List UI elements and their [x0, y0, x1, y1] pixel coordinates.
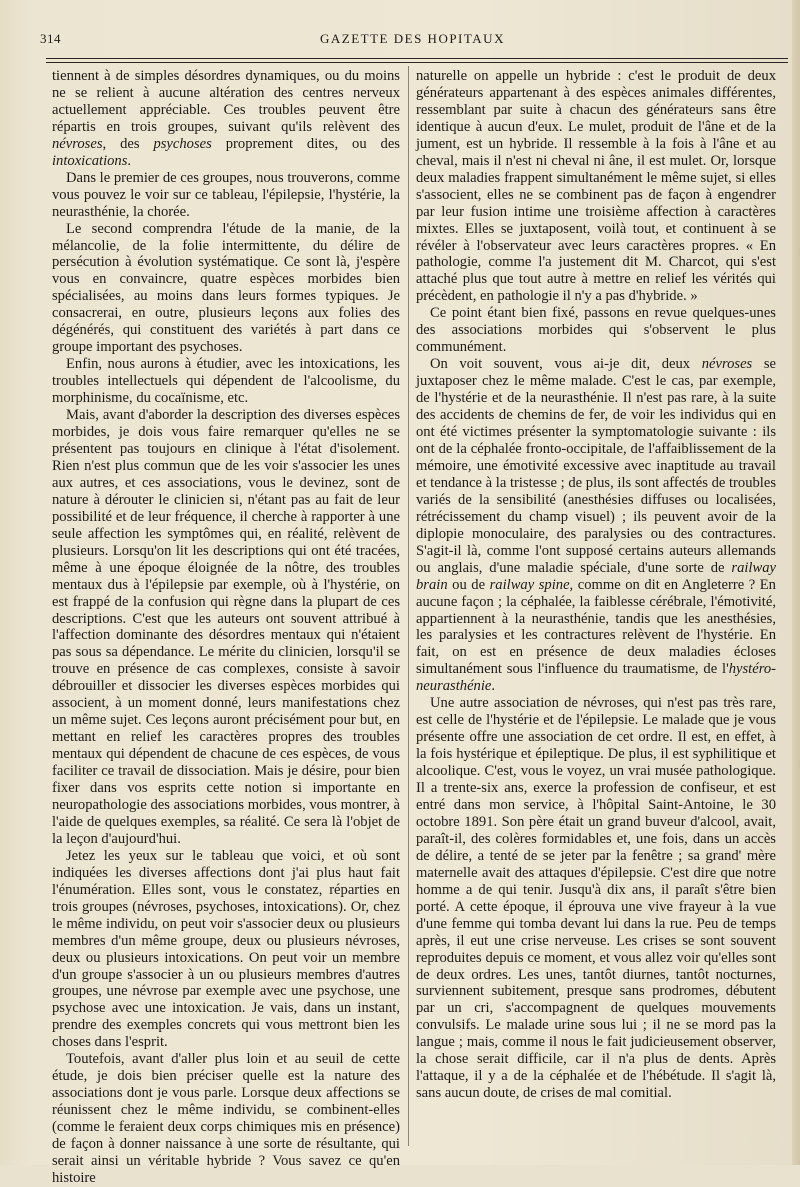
text-run: Toutefois, avant d'aller plus loin et au seuil de cette étude, je dois bien préciser quelle est la nature des associations dont je vous parle. Lorsque deux affections se réunissent chez le même individu, se combinent-elles (comme le feraient deux corps chimiques mis en présence) de façon à donner naissance à une sorte de résultante, qui serait ainsi un véritable hybride ? Vous savez ce qu'en histoire [52, 1051, 400, 1186]
text-run: Une autre association de névroses, qui n'est pas très rare, est celle de l'hystérie et de l'épilepsie. Le malade que je vous présente offre une association de cet ordre. Il est, en effet, à la fois hystérique et épileptique. De plus, il est syphilitique et alcoolique. C'est, vous le voyez, un vrai musée pathologique. Il a trente-six ans, exerce la profession de confiseur, et est entré dans mon service, à l'hôpital Saint-Antoine, le 30 octobre 1891. Son père était un grand buveur d'alcool, avait, paraît-il, des colères formidables et, une fois, dans un accès de délire, a tenté de se jeter par la fenêtre ; sa grand' mère maternelle avait des attaques d'épilepsie. C'est dire que notre homme a de qui tenir. Jusqu'à dix ans, il paraît s'être bien porté. A cette époque, il éprouva une vive frayeur à la vue d'une femme qui tomba devant lui dans la rue. Peu de temps après, il eut une crise nerveuse. Les crises se sont souvent reproduites depuis ce moment, et vous allez voir qu'elles sont de deux ordres. Les unes, tantôt diurnes, tantôt nocturnes, surviennent subitement, presque sans prodromes, débutent par un cri, s'accompagnent de quelques mouvements convulsifs. Le malade urine sous lui ; il ne se mord pas la langue ; mais, comme il nous le fait judicieusement observer, la chose serait difficile, car il n'a plus de dents. Après l'attaque, il y a de la céphalée et de l'hébétude. Il s'agit là, sans aucun doute, de crises de mal comitial. [416, 695, 776, 1102]
text-run: , des [102, 135, 154, 152]
text-run: Ce point étant bien fixé, passons en revue quelques-unes des associations morbides qui s'observent le plus communément. [416, 305, 776, 356]
page-header [40, 31, 785, 53]
text-run: se juxtaposer chez le même malade. C'est le cas, par exemple, de l'hystérie et de la neurasthénie. Il n'est pas rare, à la suite des accidents de chemins de fer, de voir les individus qui en ont été victimes présenter la symptomatologie suivante : ils ont de la céphalée fronto-occipitale, de l'affaiblissement de la mémoire, une émotivité excessive avec inaptitude au travail et tendance à la tristesse ; de plus, ils sont affectés de troubles variés de la sensibilité (anesthésies diffuses ou localisées, rétrécissement du champ visuel) ; ils peuvent avoir de la diplopie monoculaire, des paralysies ou des contractures. S'agit-il là, comme l'ont supposé certains auteurs allemands ou anglais, d'une maladie spéciale, d'une sorte de [416, 356, 777, 576]
italic-term: psychoses [153, 135, 212, 152]
paragraph [52, 221, 400, 357]
paragraph [52, 356, 400, 407]
text-run: , comme on dit en Angleterre ? En aucune façon ; la céphalée, la faiblesse cérébrale, l'émotivité, appartiennent à la neurasthénie, tandis que les anesthésies, les paralysies et les contractures relèvent de l'hystérie. En fait, on est en présence de deux maladies écloses simultanément sous l'influence du traumatisme, de l' [416, 576, 776, 678]
paragraph [416, 356, 776, 695]
text-run: ou de [447, 576, 490, 593]
text-run: . [491, 678, 496, 695]
text-run: naturelle on appelle un hybride : c'est le produit de deux générateurs appartenant à des espèces animales différentes, ressemblant par suite à chacun des générateurs sans être identique à aucun d'eux. Le mulet, produit de l'âne et de la jument, est un hybride. Il ressemble à la fois à l'âne et au cheval, mais il n'est ni cheval ni âne, il est mulet. Or, lorsque deux maladies frappent simultanément le même sujet, si elles s'associent, elles ne se combinent pas de façon à engendrer par leur fusion intime une troisième affection à caractères mixtes. Elles se juxtaposent, voilà tout, et continuent à se révéler à l'observateur avec leurs caractères propres. « En pathologie, comme l'a justement dit M. Charcot, qui s'est attaché plus que tout autre à mettre en relief les vérités qui précèdent, en pathologie il n'y a pas d'hybride. » [416, 68, 776, 305]
italic-term: railway spine [489, 576, 570, 593]
italic-term: hystéro-neurasthénie [416, 661, 776, 695]
column-divider [408, 66, 409, 1146]
right-column [416, 68, 776, 1102]
header-rule-thin [46, 62, 788, 63]
text-run: . [127, 152, 132, 169]
text-run: Mais, avant d'aborder la description des diverses espèces morbides, je dois vous faire remarquer qu'elles ne se présentent pas toujours en clinique à l'état d'isolement. Rien n'est plus commun que de les voir s'associer les unes aux autres, et ces associations, vous le devinez, sont de nature à dérouter le clinicien si, n'étant pas au fait de leur possibilité et de leur fréquence, il cherche à rapporter à une seule affection les symptômes qui, en réalité, relèvent de plusieurs. Lorsqu'on lit les descriptions qui ont été tracées, même à une époque éloignée de la nôtre, des troubles mentaux dus à l'épilepsie par exemple, où à l'hystérie, on est frappé de la confusion qui règne dans la plupart de ces descriptions. C'est que les auteurs ont souvent attribué à l'affection dominante des désordres mentaux qui n'étaient pas sous sa dépendance. Le mérite du clinicien, lorsqu'il se trouve en présence de cas complexes, consiste à savoir débrouiller et dissocier les diverses espèces morbides qui associent, à un moment donné, leurs manifestations chez un même sujet. Ces leçons auront précisément pour but, en mettant en relief les caractères propres des troubles mentaux qui dépendent de chacune de ces espèces, de vous faciliter ce travail de dissociation. Mais je désire, pour bien fixer dans vos esprits cette notion si importante en neuropathologie des associations morbides, vous montrer, à l'aide de quelques exemples, sa réalité. Ce sera là l'objet de la leçon d'aujourd'hui. [52, 407, 400, 847]
paragraph [52, 407, 400, 848]
paragraph [52, 68, 400, 170]
header-rule [46, 58, 788, 59]
left-column [52, 68, 400, 1187]
paragraph [416, 68, 776, 305]
paragraph [416, 695, 776, 1102]
paragraph [416, 305, 776, 356]
text-run: Jetez les yeux sur le tableau que voici, et où sont indiquées les diverses affections dont j'ai plus haut fait l'énumération. Elles sont, vous le constatez, réparties en trois groupes (névroses, psychoses, intoxications). Or, chez le même individu, on peut voir s'associer deux ou plusieurs membres d'un même groupe, deux ou plusieurs névroses, deux ou plusieurs intoxications. On peut voir un membre d'un groupe s'associer à un ou plusieurs membres d'autres groupes, une névrose par exemple avec une psychose, une psychose avec une intoxication. Je vais, dans un instant, prendre des exemples concrets qui vous mettront bien les choses dans l'esprit. [52, 847, 400, 1051]
italic-term: névroses [52, 135, 103, 152]
italic-term: railway brain [416, 559, 776, 593]
page-number: 314 [40, 31, 61, 46]
paragraph [52, 170, 400, 221]
italic-term: intoxications [52, 152, 128, 169]
paragraph [52, 848, 400, 1051]
text-run: Enfin, nous aurons à étudier, avec les intoxications, les troubles intellectuels qui dépendent de l'alcoolisme, du morphinisme, du cocaïnisme, etc. [52, 356, 400, 407]
text-run: tiennent à de simples désordres dynamiques, ou du moins ne se relient à aucune altération des centres nerveux actuellement appréciable. Ces troubles peuvent être répartis en trois groupes, suivant qu'ils relèvent des [52, 68, 400, 135]
italic-term: névroses [701, 356, 753, 373]
text-run: On voit souvent, vous ai-je dit, deux [430, 356, 702, 373]
text-run: Dans le premier de ces groupes, nous trouverons, comme vous pouvez le voir sur ce tableau, l'épilepsie, l'hystérie, la neurasthénie, la chorée. [52, 169, 400, 220]
paragraph [52, 1051, 400, 1187]
page-edge [792, 0, 800, 1165]
running-title: GAZETTE DES HOPITAUX [320, 31, 505, 46]
text-run: proprement dites, ou des [211, 135, 400, 152]
text-run: Le second comprendra l'étude de la manie, de la mélancolie, de la folie intermittente, du délire de persécution à évolution systématique. Ce sont là, j'espère vous en convaincre, quatre espèces morbides bien spécialisées, au moins dans leurs formes typiques. Je consacrerai, en outre, plusieurs leçons aux folies des dégénérés, qui constituent des variétés à part dans ce groupe important des psychoses. [52, 220, 400, 356]
